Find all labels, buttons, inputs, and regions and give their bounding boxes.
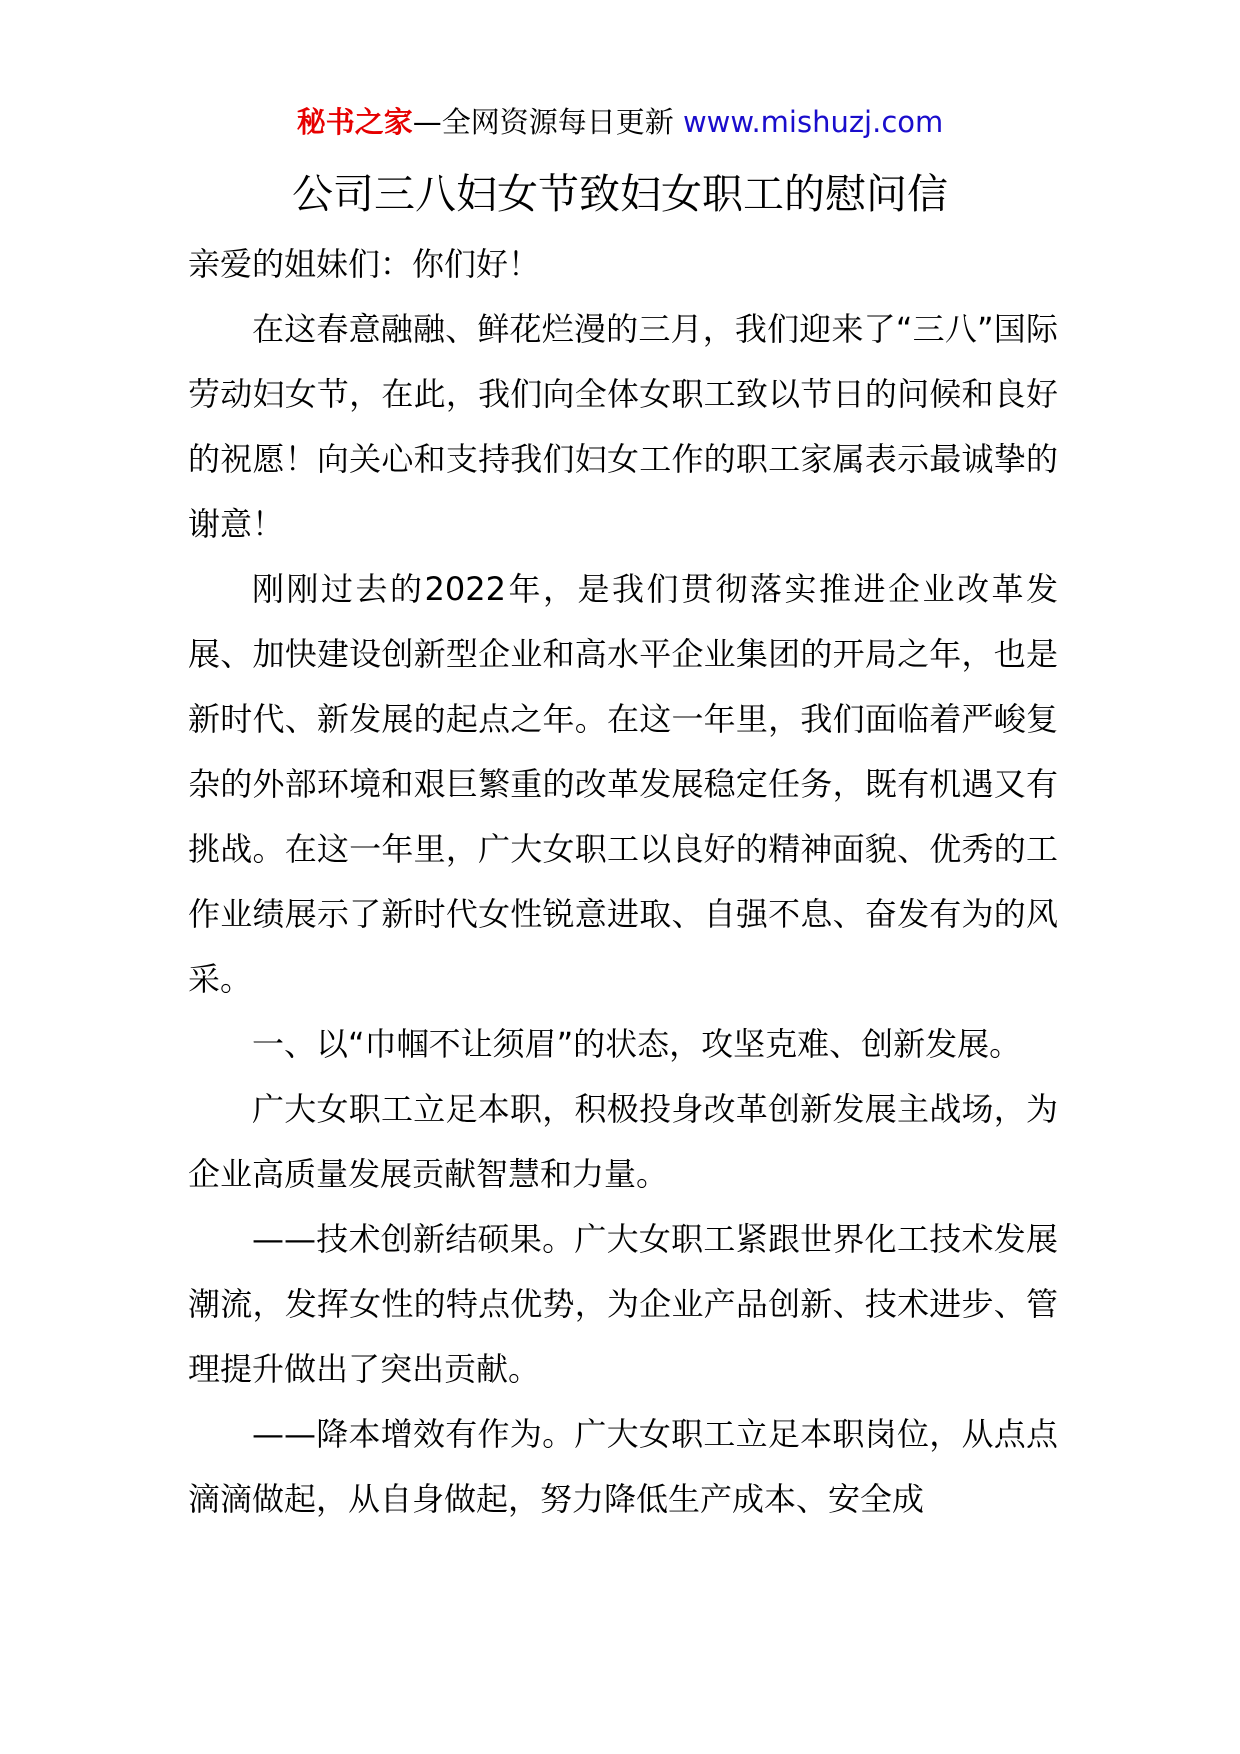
paragraph: ——降本增效有作为。广大女职工立足本职岗位，从点点滴滴做起，从自身做起，努力降低生产成本、安全成 bbox=[188, 1415, 1058, 1518]
document-body bbox=[188, 232, 1058, 1532]
paragraph: 在这春意融融、鲜花烂漫的三月，我们迎来了“三八”国际劳动妇女节，在此，我们向全体女职工致以节日的问候和良好的祝愿！向关心和支持我们妇女工作的职工家属表示最诚挚的谢意！ bbox=[188, 310, 1058, 543]
paragraph: 广大女职工立足本职，积极投身改革创新发展主战场，为企业高质量发展贡献智慧和力量。 bbox=[188, 1090, 1058, 1193]
section-heading: 一、以“巾帼不让须眉”的状态，攻坚克难、创新发展。 bbox=[252, 1025, 1022, 1063]
site-brand: 秘书之家 bbox=[296, 105, 413, 139]
site-url[interactable]: www.mishuzj.com bbox=[682, 105, 944, 139]
paragraph: 刚刚过去的2022年，是我们贯彻落实推进企业改革发展、加快建设创新型企业和高水平企业集团的开局之年，也是新时代、新发展的起点之年。在这一年里，我们面临着严峻复杂的外部环境和艰巨繁重的改革发展稳定任务，既有机遇又有挑战。在这一年里，广大女职工以良好的精神面貌、优秀的工作业绩展示了新时代女性锐意进取、自强不息、奋发有为的风采。 bbox=[188, 570, 1058, 998]
greeting: 亲爱的姐妹们：你们好！ bbox=[188, 245, 541, 283]
paragraph: ——技术创新结硕果。广大女职工紧跟世界化工技术发展潮流，发挥女性的特点优势，为企业产品创新、技术进步、管理提升做出了突出贡献。 bbox=[188, 1220, 1058, 1388]
site-tagline: —全网资源每日更新 bbox=[412, 105, 674, 139]
site-banner bbox=[0, 102, 1240, 142]
document-title: 公司三八妇女节致妇女职工的慰问信 bbox=[292, 170, 948, 218]
